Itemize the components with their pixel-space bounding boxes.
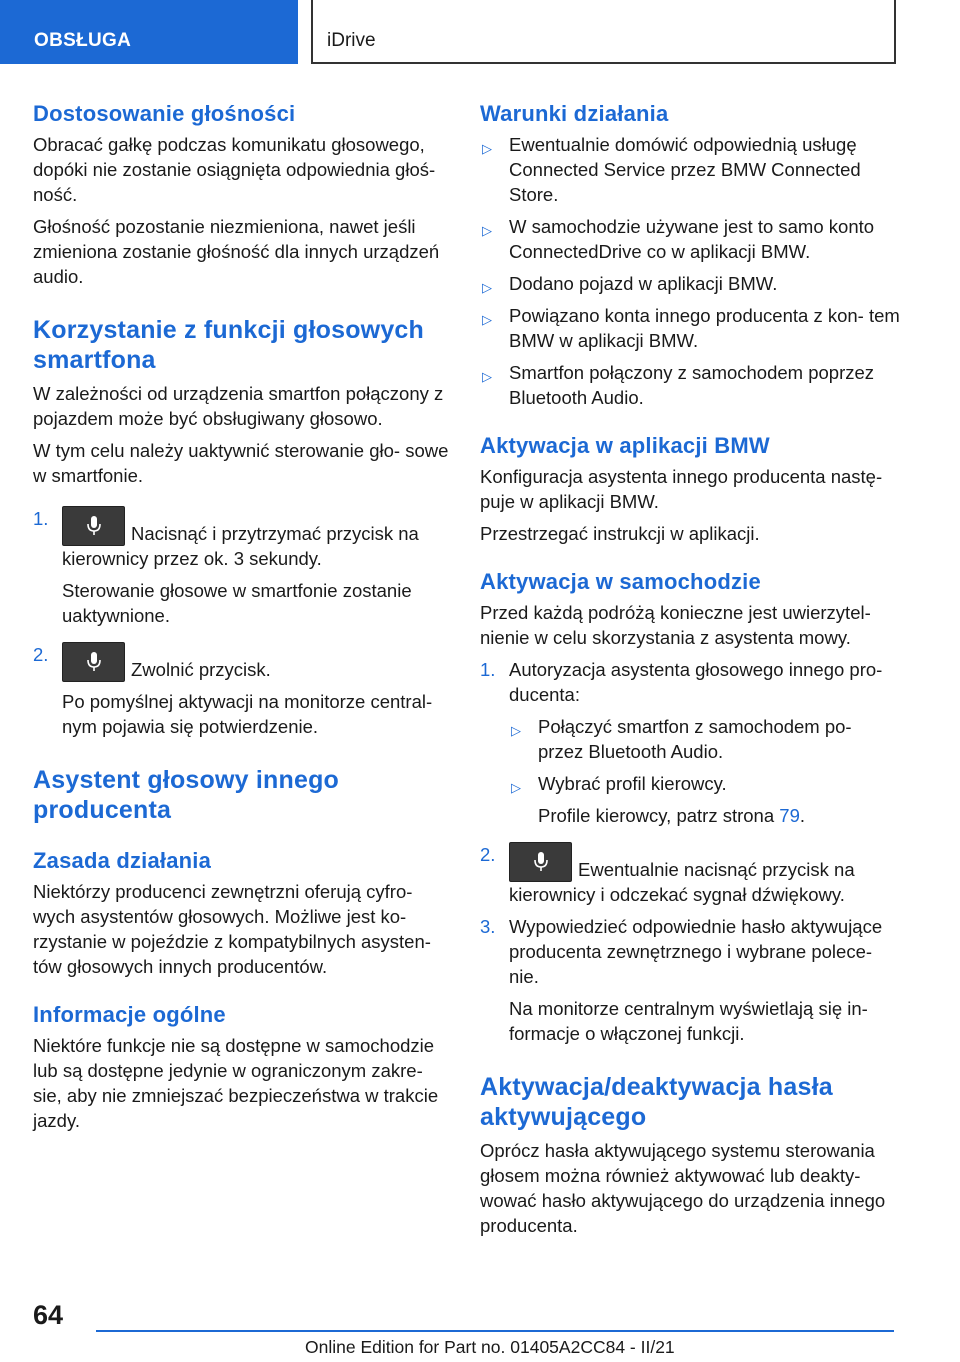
list-item-text: W samochodzie używane jest to samo konto ConnectedDrive co w aplikacji BMW. [509, 216, 875, 262]
header-topic-label: iDrive [327, 30, 376, 51]
step-note: Na monitorze centralnym wyświetlają się in- formacje o włączonej funkcji. [509, 998, 868, 1044]
step-number: 3. [480, 916, 496, 937]
list-item-text: Smartfon połączony z samochodem poprzez Bluetooth Audio. [509, 362, 875, 408]
footer-edition: Online Edition for Part no. 01405A2CC84 - II/21 [305, 1337, 675, 1357]
general-info-heading: Informacje ogólne [33, 1002, 226, 1027]
car-activation-step-1 [480, 657, 900, 828]
app-activation-heading: Aktywacja w aplikacji BMW [480, 433, 770, 458]
smartphone-paragraph-1: W zależności od urządzenia smartfon połączony z pojazdem może być obsługiwany głosowo. [33, 383, 444, 429]
smartphone-paragraph-2: W tym celu należy uaktywnić sterowanie gło- sowe w smartfonie. [33, 440, 449, 486]
voice-button-icon [509, 842, 572, 882]
list-item [480, 303, 900, 353]
list-item [509, 714, 900, 764]
voice-button-icon [62, 506, 125, 546]
list-item [509, 771, 900, 796]
triangle-right-icon: ▷ [482, 312, 492, 327]
list-item-text: Ewentualnie domówić odpowiednią usługę Connected Service przez BMW Connected Store. [509, 134, 861, 205]
step-note: Po pomyślnej aktywacji na monitorze central- nym pojawia się potwierdzenie. [62, 691, 433, 737]
step-number: 2. [33, 644, 49, 665]
list-item [480, 214, 900, 264]
car-activation-paragraph: Przed każdą podróżą konieczne jest uwierzytel- nienie w celu skorzystania z asystenta mowy. [480, 602, 871, 648]
step-number: 1. [480, 659, 496, 680]
triangle-right-icon: ▷ [482, 280, 492, 295]
list-item-text: Wybrać profil kierowcy. [538, 773, 727, 794]
conditions-heading: Warunki działania [480, 101, 669, 126]
header-section-label: OBSŁUGA [34, 30, 132, 51]
triangle-right-icon: ▷ [482, 369, 492, 384]
header-section-tab [0, 0, 298, 64]
step-text: Autoryzacja asystenta głosowego innego pro- ducenta: [509, 659, 883, 705]
general-info-paragraph: Niektóre funkcje nie są dostępne w samochodzie lub są dostępne jedynie w ograniczonym zakre- sie, aby nie zmniejszać bezpieczeństwa w trakcie jazdy. [33, 1035, 439, 1131]
third-party-heading: Asystent głosowy innego producenta [33, 766, 340, 824]
car-activation-heading: Aktywacja w samochodzie [480, 569, 761, 594]
header-topic-tab [311, 0, 896, 64]
smartphone-step-1 [33, 506, 451, 628]
principle-heading: Zasada działania [33, 848, 212, 873]
list-item-text: Dodano pojazd w aplikacji BMW. [509, 273, 778, 294]
step-text: Zwolnić przycisk. [131, 659, 271, 680]
list-item-text: Połączyć smartfon z samochodem po- przez Bluetooth Audio. [538, 716, 852, 762]
step-text: Nacisnąć i przytrzymać przycisk na kierownicy przez ok. 3 sekundy. [62, 523, 419, 569]
list-item [480, 132, 900, 207]
principle-paragraph: Niektórzy producenci zewnętrzni oferują cyfro- wych asystentów głosowych. Możliwe jest ko- rzystanie w pojeździe z kompatybilnych asysten- tów głosowych innych producentów. [33, 881, 431, 977]
list-item-text: Powiązano konta innego producenta z kon- tem BMW w aplikacji BMW. [509, 305, 900, 351]
left-column [33, 100, 451, 1140]
list-item [480, 360, 900, 410]
app-activation-paragraph-1: Konfiguracja asystenta innego producenta nastę- puje w aplikacji BMW. [480, 466, 883, 512]
page-number: 64 [33, 1300, 64, 1330]
footer-divider [96, 1330, 894, 1332]
microphone-icon [86, 651, 102, 673]
driver-profile-note: Profile kierowcy, patrz strona 79. [538, 805, 805, 826]
smartphone-heading: Korzystanie z funkcji głosowych smartfona [33, 316, 425, 374]
wakeword-heading: Aktywacja/deaktywacja hasła aktywującego [480, 1073, 833, 1131]
volume-paragraph-1: Obracać gałkę podczas komunikatu głosowego, dopóki nie zostanie osiągnięta odpowiednia głoś- ność. [33, 134, 436, 205]
car-activation-step-2 [480, 842, 900, 907]
volume-paragraph-2: Głośność pozostanie niezmieniona, nawet jeśli zmieniona zostanie głośność dla innych urządzeń audio. [33, 216, 440, 287]
step-text: Wypowiedzieć odpowiednie hasło aktywujące producenta zewnętrznego i wybrane polece- nie. [509, 916, 883, 987]
app-activation-paragraph-2: Przestrzegać instrukcji w aplikacji. [480, 523, 760, 544]
triangle-right-icon: ▷ [482, 141, 492, 156]
voice-button-icon [62, 642, 125, 682]
triangle-right-icon: ▷ [511, 780, 521, 795]
page-reference-link[interactable]: 79 [779, 805, 800, 826]
step-number: 2. [480, 844, 496, 865]
list-item [480, 271, 900, 296]
triangle-right-icon: ▷ [511, 723, 521, 738]
car-activation-step-3 [480, 914, 900, 1046]
step-text: Ewentualnie nacisnąć przycisk na kierownicy i odczekać sygnał dźwiękowy. [509, 859, 855, 905]
microphone-icon [533, 851, 549, 873]
wakeword-paragraph: Oprócz hasła aktywującego systemu sterowania głosem można również aktywować lub deakty- wować hasło aktywującego do urządzenia innego producenta. [480, 1140, 886, 1236]
right-column [480, 100, 900, 1245]
step-note: Sterowanie głosowe w smartfonie zostanie uaktywnione. [62, 580, 412, 626]
smartphone-step-2 [33, 642, 451, 739]
triangle-right-icon: ▷ [482, 223, 492, 238]
microphone-icon [86, 515, 102, 537]
volume-heading: Dostosowanie głośności [33, 101, 296, 126]
step-number: 1. [33, 508, 49, 529]
